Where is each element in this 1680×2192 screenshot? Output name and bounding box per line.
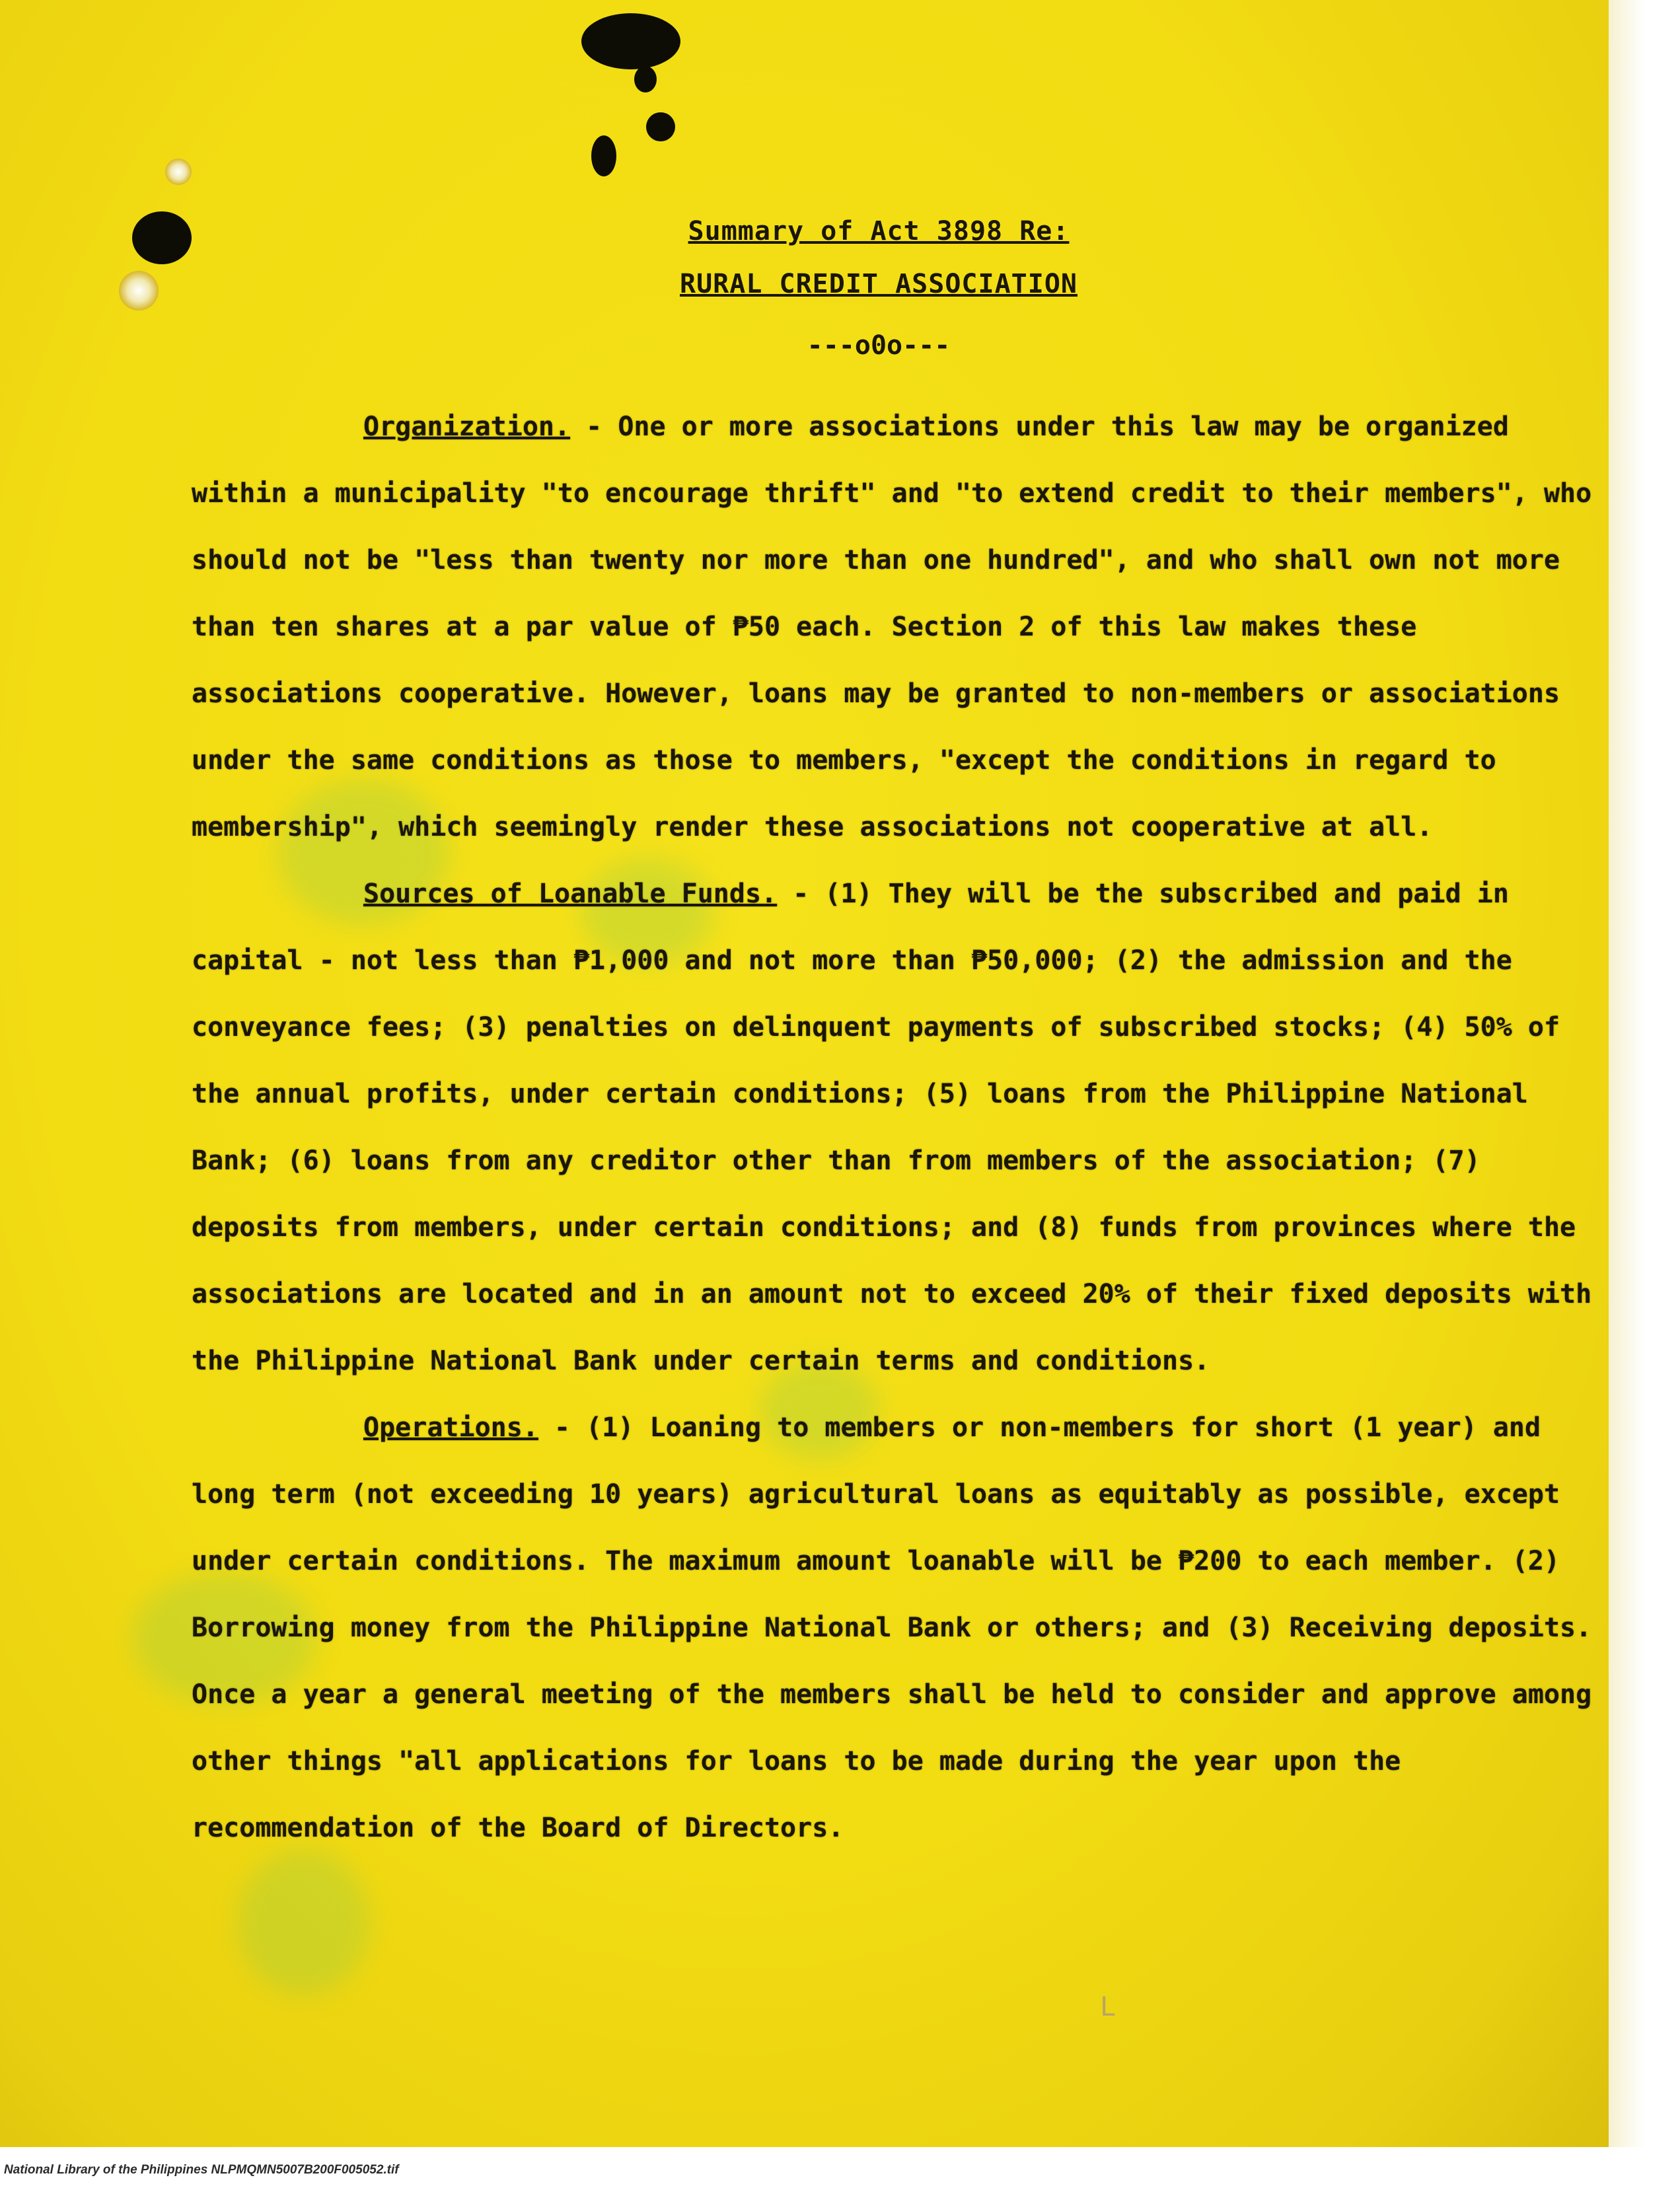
ink-blot [591,135,616,176]
paper-burn [165,159,192,185]
paper-edge [1609,0,1645,2147]
corner-mark: L [1100,1992,1116,2022]
title-separator: ---o0o--- [807,330,951,361]
paragraph-heading: Sources of Loanable Funds. [363,879,778,909]
paragraph-sources [192,861,1592,1395]
stain [238,1850,370,1995]
footer-caption: National Library of the Philippines NLPMQMN5007B200F005052.tif [4,2163,399,2177]
ink-blot [646,112,675,141]
paper-burn [119,271,159,311]
paragraph-heading: Operations. [363,1412,538,1443]
document-body [192,211,1592,1862]
paragraph-text: - (1) Loaning to members or non-members for short (1 year) and long term (not exceeding 10 years) agricultural loans as equitably as possible, except under certain conditions. The maximum amount loanable will be ₱200 to each member. (2) Borrowing money from the Philippine National Bank or others; and (3) Receiving deposits. Once a year a general meeting of the members shall be held to consider and approve among other things "all applications for loans to be made during the year upon the recommendation of the Board of Directors. [192,1412,1592,1843]
scan-footer [0,2147,1680,2192]
paragraph-text: - One or more associations under this law may be organized within a municipality "to encourage thrift" and "to extend credit to their members", who should not be "less than twenty nor more than one hundred", and who shall own not more than ten shares at a par value of ₱50 each. Section 2 of this law makes these associations cooperative. However, loans may be granted to non-members or associations under the same conditions as those to members, "except the conditions in regard to membership", which seemingly render these associations not cooperative at all. [192,412,1592,842]
paragraph-operations [192,1395,1592,1862]
paragraph-text: - (1) They will be the subscribed and paid in capital - not less than ₱1,000 and not more than ₱50,000; (2) the admission and the conveyance fees; (3) penalties on delinquent payments of subscribed stocks; (4) 50% of the annual profits, under certain conditions; (5) loans from the Philippine National Bank; (6) loans from any creditor other than from members of the association; (7) deposits from members, under certain conditions; and (8) funds from provinces where the associations are located and in an amount not to exceed 20% of their fixed deposits with the Philippine National Bank under certain terms and conditions. [192,879,1592,1376]
document-subtitle: RURAL CREDIT ASSOCIATION [680,269,1077,299]
ink-blot [581,13,680,69]
paragraph-heading: Organization. [363,412,571,442]
document-title: Summary of Act 3898 Re: [688,216,1070,246]
paragraph-organization [192,394,1592,861]
ink-blot [634,66,657,92]
